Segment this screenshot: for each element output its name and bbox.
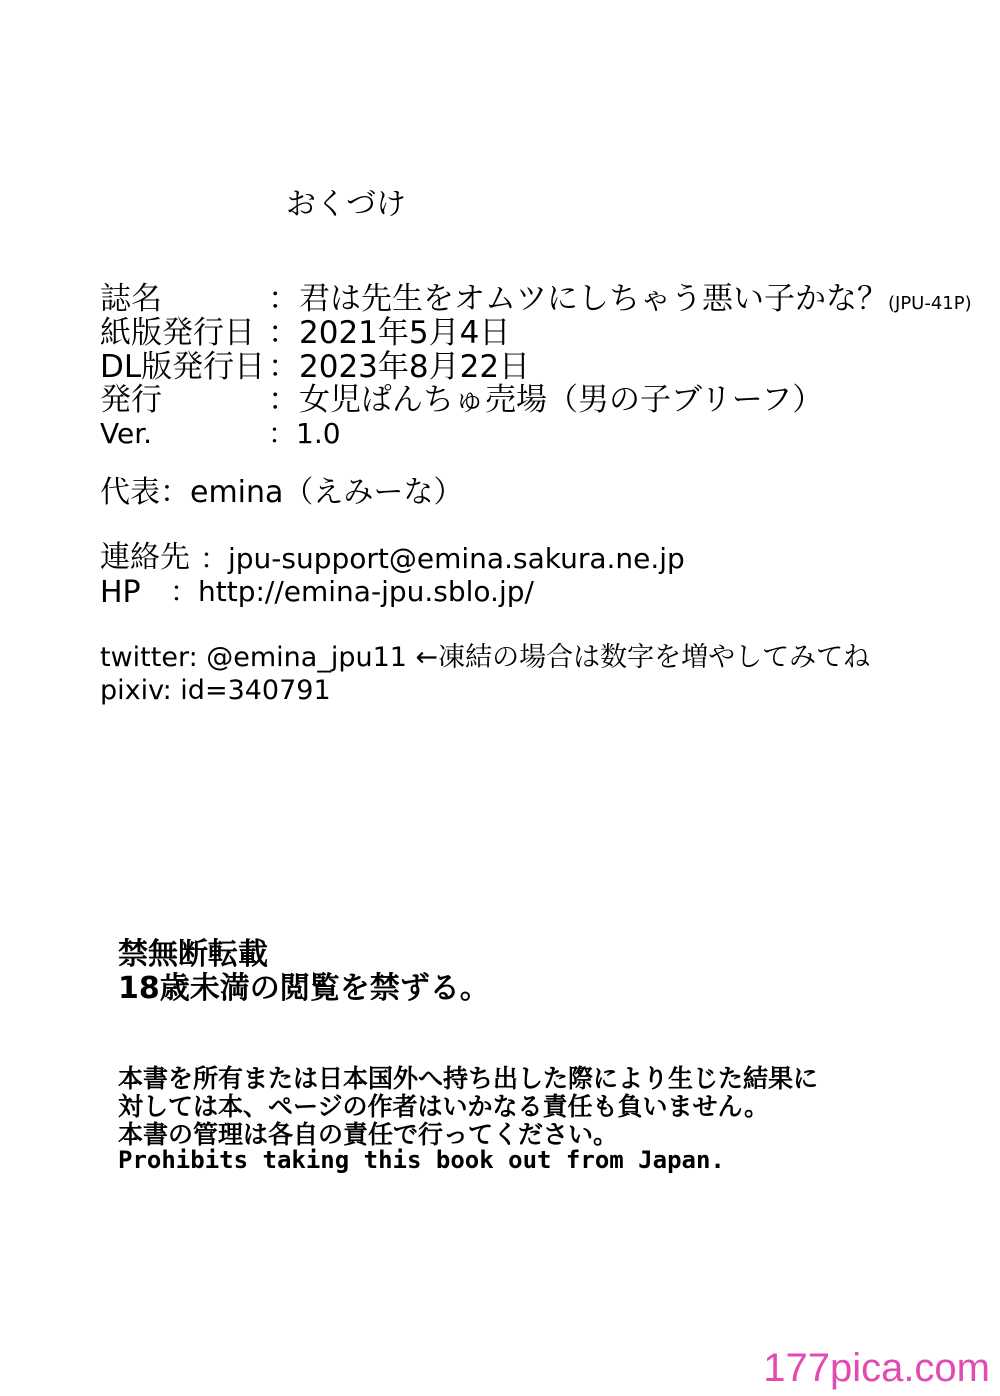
- publisher-label: 発行: [100, 382, 162, 418]
- publisher-value: ：女児ぱんちゅ売場（男の子ブリーフ）: [268, 382, 824, 418]
- email-value: ：jpu-support@emina.sakura.ne.jp: [200, 542, 685, 575]
- page-heading: おくづけ: [286, 187, 406, 222]
- no-reprint-notice: 禁無断転載: [118, 937, 268, 972]
- disclaimer-line-english: Prohibits taking this book out from Japan.: [118, 1146, 725, 1174]
- disclaimer-line-2: 対しては本、ページの作者はいかなる責任も負いません。: [118, 1092, 770, 1121]
- twitter-line: twitter: @emina_jpu11 ←凍結の場合は数字を増やしてみてね: [100, 642, 871, 673]
- representative: 代表：emina（えみーな）: [100, 475, 464, 510]
- print-date-label: 紙版発行日: [100, 315, 255, 351]
- version-label: Ver.: [100, 417, 153, 450]
- dl-date-label: DL版発行日: [100, 349, 266, 385]
- site-watermark: 177pica.com: [763, 1346, 990, 1390]
- hp-label: HP: [100, 575, 141, 610]
- title-value: [268, 281, 972, 317]
- title-code: (JPU-41P): [888, 293, 972, 314]
- pixiv-line: pixiv: id=340791: [100, 675, 331, 706]
- age-restriction-notice: 18歳未満の閲覧を禁ずる。: [118, 971, 490, 1006]
- title-label: 誌名: [100, 281, 162, 317]
- print-date-value: ：2021年5月4日: [268, 315, 511, 351]
- dl-date-value: ：2023年8月22日: [268, 349, 531, 385]
- version-value: ：1.0: [268, 417, 341, 450]
- title-text: ：君は先生をオムツにしちゃう悪い子かな？: [268, 281, 888, 317]
- hp-value: ：http://emina-jpu.sblo.jp/: [170, 575, 534, 608]
- disclaimer-line-3: 本書の管理は各自の責任で行ってください。: [118, 1120, 619, 1149]
- disclaimer-line-1: 本書を所有または日本国外へ持ち出した際により生じた結果に: [118, 1064, 819, 1093]
- email-label: 連絡先: [100, 540, 190, 575]
